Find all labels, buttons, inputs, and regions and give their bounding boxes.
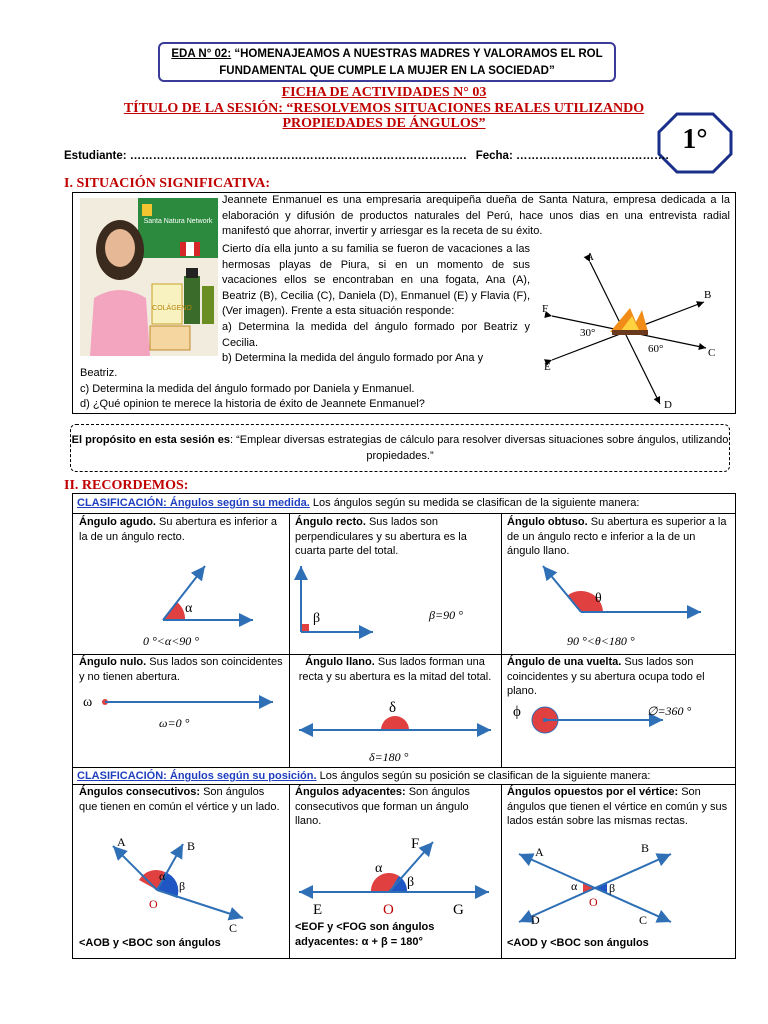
- classification-measure-text: Los ángulos según su medida se clasifican de la siguiente manera:: [309, 497, 640, 509]
- angles-table: [72, 493, 736, 959]
- phi-symbol: ϕ: [513, 704, 521, 720]
- consecutive-angles-diagram: [103, 834, 263, 934]
- ficha-title: FICHA DE ACTIVIDADES N° 03: [281, 85, 487, 100]
- opposite-caption: <AOD y <BOC son ángulos: [507, 937, 649, 949]
- acute-angle-diagram: [113, 554, 263, 629]
- opposite-angles-diagram: [509, 844, 709, 934]
- story-mid: [222, 242, 530, 367]
- consecutive-caption: <AOB y <BOC son ángulos: [79, 937, 221, 949]
- session-title-line1: TÍTULO DE LA SESIÓN: “RESOLVEMOS SITUACIONES REALES UTILIZANDO: [123, 101, 645, 116]
- straight-formula: δ=180 °: [369, 750, 409, 764]
- svg-text:A: A: [535, 845, 544, 859]
- full-angle-desc: Ángulo de una vuelta. Sus lados son coincidentes y su abertura ocupa todo el plano.: [507, 656, 705, 697]
- product-label: COLÁGENO: [152, 305, 192, 312]
- purpose-box: [70, 424, 730, 472]
- adjacent-angles-diagram: [293, 834, 499, 920]
- svg-text:C: C: [229, 921, 238, 934]
- null-angle-desc: Ángulo nulo. Sus lados son coincidentes y no tienen abertura.: [79, 656, 283, 683]
- svg-text:F: F: [411, 836, 420, 852]
- null-angle-diagram: [77, 690, 285, 714]
- session-title-line2: PROPIEDADES DE ÁNGULOS”: [282, 116, 486, 131]
- classification-measure-label: CLASIFICACIÓN: Ángulos según su medida.: [77, 497, 310, 509]
- svg-text:α: α: [375, 861, 383, 876]
- adjacent-angles-desc: Ángulos adyacentes: Son ángulos consecutivos que forman un ángulo llano.: [295, 786, 470, 827]
- fig-angle-60: 60°: [648, 343, 664, 355]
- alpha-symbol: α: [185, 601, 193, 616]
- straight-angle-diagram: [293, 700, 499, 740]
- question-a: a) Determina la medida del ángulo formado por Beatriz y Cecilia.: [222, 320, 530, 349]
- svg-text:O: O: [383, 902, 394, 918]
- svg-text:β: β: [179, 879, 186, 893]
- grade-badge: [657, 112, 733, 174]
- question-b: b) Determina la medida del ángulo formado por Ana y: [222, 352, 484, 365]
- fig-label-d: D: [664, 399, 672, 411]
- right-angle-diagram: [293, 560, 493, 640]
- fig-label-e: E: [544, 361, 551, 373]
- fig-label-b: B: [704, 289, 712, 301]
- svg-text:C: C: [639, 913, 648, 927]
- right-angle-desc: Ángulo recto. Sus lados son perpendiculares y su abertura es la cuarta parte del total.: [295, 516, 467, 557]
- purpose-label: El propósito en esta sesión es: [71, 434, 230, 446]
- story-top: Jeannete Enmanuel es una empresaria arequipeña dueña de Santa Natura, empresa dedicada a la elaboración y difusión de productos naturales del Perú, hace unos dias en una entrevista radial manifestó que ahorrar, invertir y arriesgar es la receta de su éxito.: [222, 194, 730, 238]
- obtuse-formula: 90 °<θ<180 °: [567, 634, 635, 648]
- eda-header-box: [158, 42, 616, 82]
- student-field[interactable]: [64, 150, 669, 162]
- campfire-figure: [536, 244, 732, 414]
- omega-symbol: ω: [83, 695, 93, 710]
- svg-text:B: B: [187, 839, 196, 853]
- svg-text:β: β: [609, 881, 616, 895]
- acute-formula: 0 °<α<90 °: [143, 634, 200, 648]
- purpose-text: : “Emplear diversas estrategias de cálculo para resolver diversas situaciones sobre ángulos, utilizando propiedades.”: [230, 434, 729, 462]
- svg-text:O: O: [149, 897, 158, 911]
- acute-angle-desc: Ángulo agudo. Su abertura es inferior a la de un ángulo recto.: [79, 516, 278, 543]
- classification-position-label: CLASIFICACIÓN: Ángulos según su posición.: [77, 770, 317, 782]
- eda-label: EDA N° 02:: [171, 48, 232, 60]
- businesswoman-photo: [80, 198, 218, 356]
- brand-logo-text: Santa Natura Network: [143, 218, 213, 225]
- fig-label-a: A: [586, 251, 594, 263]
- obtuse-angle-desc: Ángulo obtuso. Su abertura es superior a la de un ángulo recto e inferior a la de un ángulo llano.: [507, 516, 727, 557]
- svg-text:O: O: [589, 895, 598, 909]
- classification-position-text: Los ángulos según su posición se clasifican de la siguiente manera:: [316, 770, 651, 782]
- fig-label-f: F: [542, 303, 549, 315]
- opposite-angles-desc: Ángulos opuestos por el vértice: Son ángulos que tienen el vértice en común y sus lados están sobre las mismas rectas.: [507, 786, 728, 827]
- svg-text:α: α: [571, 879, 578, 893]
- classification-measure: [77, 497, 639, 509]
- section2-title: II. RECORDEMOS:: [64, 478, 189, 493]
- null-formula: ω=0 °: [159, 716, 190, 730]
- story-mid-text: Cierto día ella junto a su familia se fueron de vacaciones a las hermosas playas de Piura, si en un momento de sus vacaciones ellos se encontraban en una fogata, Ana (A), Beatriz (B), Cecilia (C), Daniela (D), Enmanuel (E) y Flavia (F), (Ver imagen). Frente a esta situación responde:: [222, 243, 530, 318]
- svg-text:D: D: [531, 913, 540, 927]
- svg-text:α: α: [159, 869, 166, 883]
- straight-angle-desc: Ángulo llano. Sus lados forman una recta y su abertura es la mitad del total.: [298, 656, 492, 683]
- fig-angle-30: 30°: [580, 327, 596, 339]
- questions-bottom: [80, 366, 540, 413]
- svg-text:β: β: [407, 875, 415, 890]
- svg-text:E: E: [313, 902, 323, 918]
- delta-symbol: δ: [389, 700, 397, 716]
- beta-symbol: β: [313, 611, 321, 626]
- question-d: d) ¿Qué opinion te merece la historia de éxito de Jeannete Enmanuel?: [80, 398, 425, 411]
- svg-text:G: G: [453, 902, 464, 918]
- consecutive-angles-desc: Ángulos consecutivos: Son ángulos que tienen en común el vértice y un lado.: [79, 786, 280, 813]
- svg-text:A: A: [117, 835, 126, 849]
- svg-text:B: B: [641, 844, 650, 855]
- question-c: c) Determina la medida del ángulo formado por Daniela y Enmanuel.: [80, 382, 415, 395]
- adjacent-caption: <EOF y <FOG son ángulos adyacentes: α + β = 180°: [295, 921, 435, 948]
- section1-title: I. SITUACIÓN SIGNIFICATIVA:: [64, 176, 271, 191]
- fig-label-c: C: [708, 347, 716, 359]
- theta-symbol: θ: [595, 591, 602, 606]
- eda-text: “HOMENAJEAMOS A NUESTRAS MADRES Y VALORAMOS EL ROL FUNDAMENTAL QUE CUMPLE LA MUJER EN LA SOCIEDAD”: [219, 48, 603, 77]
- grade-text: 1°: [682, 124, 708, 155]
- right-formula: β=90 °: [429, 608, 463, 622]
- full-formula: ∅=360 °: [647, 704, 692, 718]
- student-label: Estudiante: …………………………………………………………………………….: [64, 150, 467, 162]
- question-b-cont: Beatriz.: [80, 367, 118, 379]
- date-label: Fecha: ………………………………….: [475, 150, 669, 162]
- classification-position: [77, 770, 650, 782]
- obtuse-angle-diagram: [533, 560, 723, 634]
